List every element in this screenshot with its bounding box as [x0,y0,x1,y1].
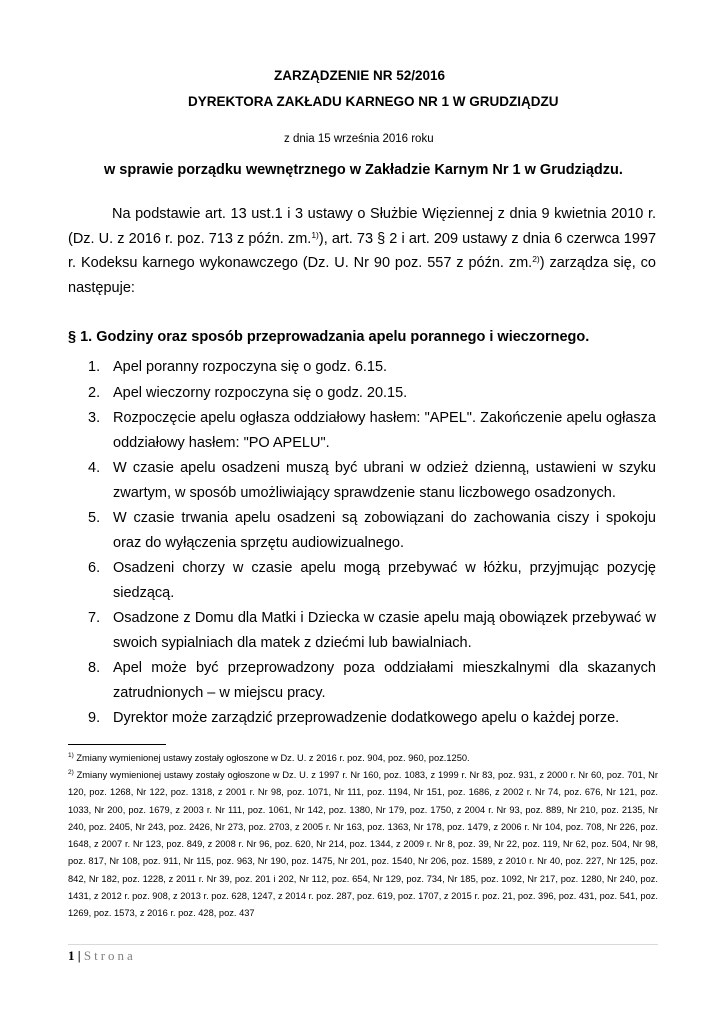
list-item-text: Dyrektor może zarządzić przeprowadzenie dodatkowego apelu o każdej porze. [113,710,620,726]
list-item [68,456,656,505]
list-item [68,355,656,380]
document-issuer: DYREKTORA ZAKŁADU KARNEGO NR 1 W GRUDZIĄDZU [188,94,559,109]
list-item [68,606,656,655]
list-item-number: 7. [88,610,101,626]
list-item-text: Osadzeni chorzy w czasie apelu mogą przebywać w łóżku, przyjmując pozycję siedzącą. [113,560,656,601]
list-item-text: Apel wieczorny rozpoczyna się o godz. 20.15. [113,384,408,401]
document-date: z dnia 15 września 2016 roku [284,133,434,145]
list-item [68,406,656,455]
preamble-part-3: ) zarządza się, co następuje: [68,255,656,296]
list-item [68,656,656,705]
footnote-1 [68,750,658,767]
preamble-part-2: ), art. 73 § 2 i art. 209 ustawy z dnia 6 czerwca 1997 r. Kodeksu karnego wykonawczego (Dz. U. Nr 90 poz. 557 z późn. zm. [68,230,657,271]
list-item-text: Apel poranny rozpoczyna się o godz. 6.15. [113,359,388,375]
list-item-number: 6. [88,560,101,576]
page-footer [68,948,136,964]
list-item-number: 8. [88,660,101,676]
page-number: 1 [68,948,75,963]
footnote-2 [68,767,658,923]
list-item-text: Rozpoczęcie apelu ogłasza oddziałowy hasłem: "APEL". Zakończenie apelu ogłasza oddziałowy hasłem: "PO APELU". [113,410,656,451]
document-title: ZARZĄDZENIE NR 52/2016 [274,68,446,83]
footnote-ref-1[interactable]: 1) [311,229,319,240]
list-item-number: 2. [88,384,101,401]
footer-divider [68,944,658,945]
footnote-ref-2[interactable]: 2) [532,254,540,264]
list-item-number: 1. [88,359,101,375]
document-subject: w sprawie porządku wewnętrznego w Zakładzie Karnym Nr 1 w Grudziądzu. [104,162,623,178]
footnote-2-text: Zmiany wymienionej ustawy zostały ogłoszone w Dz. U. z 1997 r. Nr 160, poz. 1083, z 1999 r. Nr 83, poz. 931, z 2000 r. Nr 60, poz. 701, Nr 120, poz. 1268, Nr 122, poz. 1318, z 2001 r. Nr 98, poz. 1071, Nr 111, poz. 1194, Nr 151, poz. 1686, z 2002 r. Nr 74, poz. 676, Nr 121, poz. 1033, Nr 200, poz. 1679, z 2003 r. Nr 111, poz. 1061, Nr 142, poz. 1380, Nr 179, poz. 1750, z 2004 r. Nr 93, poz. 889, Nr 210, poz. 2135, Nr 240, poz. 2405, Nr 243, poz. 2426, Nr 273, poz. 2703, z 2005 r. Nr 163, poz. 1363, Nr 178, poz. 1479, z 2006 r. Nr 104, poz. 708, Nr 226, poz. 1648, z 2007 r. Nr 123, poz. 849, z 2008 r. Nr 96, poz. 620, Nr 214, poz. 1344, z 2009 r. Nr 8, poz. 39, Nr 22, poz. 119, Nr 62, poz. 504, Nr 98, poz. 817, Nr 108, poz. 911, Nr 115, poz. 963, Nr 190, poz. 1475, Nr 201, poz. 1540, Nr 206, poz. 1589, z 2010 r. Nr 40, poz. 227, Nr 125, poz. 842, Nr 182, poz. 1228, z 2011 r. Nr 39, poz. 201 i 202, Nr 112, poz. 654, Nr 129, poz. 734, Nr 185, poz. 1092, Nr 217, poz. 1280, Nr 240, poz. 1431, z 2012 r. poz. 908, z 2013 r. poz. 628, 1247, z 2014 r. poz. 287, poz. 619, poz. 1707, z 2015 r. poz. 21, poz. 396, poz. 431, poz. 541, poz. 1269, poz. 1573, z 2016 r. poz. 428, poz. 437 [68,770,658,919]
list-item [68,381,656,406]
page-label: Strona [83,948,136,963]
section-1-list [68,355,656,732]
list-item-text: W czasie apelu osadzeni muszą być ubrani w odzież dzienną, ustawieni w szyku zwartym, w sposób umożliwiający sprawdzenie stanu liczbowego osadzonych. [113,460,656,501]
list-item-number: 3. [88,410,101,426]
footnote-1-text: Zmiany wymienionej ustawy zostały ogłoszone w Dz. U. z 2016 r. poz. 904, poz. 960, poz.1250. [73,753,470,763]
list-item-number: 9. [88,710,101,726]
preamble-paragraph [68,202,656,300]
footnote-1-mark: 1) [68,752,74,759]
footnote-2-mark: 2) [68,769,74,776]
list-item-text: W czasie trwania apelu osadzeni są zobowiązani do zachowania ciszy i spokoju oraz do wyłączenia sprzętu audiowizualnego. [113,510,656,551]
section-1-heading: § 1. Godziny oraz sposób przeprowadzania apelu porannego i wieczornego. [68,329,590,345]
footnote-divider [68,744,166,745]
list-item-text: Apel może być przeprowadzony poza oddziałami mieszkalnymi dla skazanych zatrudnionych – w miejscu pracy. [113,660,656,701]
list-item [68,506,656,555]
preamble-part-1: Na podstawie art. 13 ust.1 i 3 ustawy o Służbie Więziennej z dnia 9 kwietnia 2010 r. (Dz. U. z 2016 r. poz. 713 z późn. zm. [68,206,656,247]
list-item-number: 4. [88,460,101,476]
list-item-text: Osadzone z Domu dla Matki i Dziecka w czasie apelu mają obowiązek przebywać w swoich sypialniach dla matek z dziećmi lub bawialniach. [113,610,656,651]
footer-separator: | [77,948,81,963]
list-item [68,706,656,731]
list-item-number: 5. [88,510,101,526]
list-item [68,556,656,605]
